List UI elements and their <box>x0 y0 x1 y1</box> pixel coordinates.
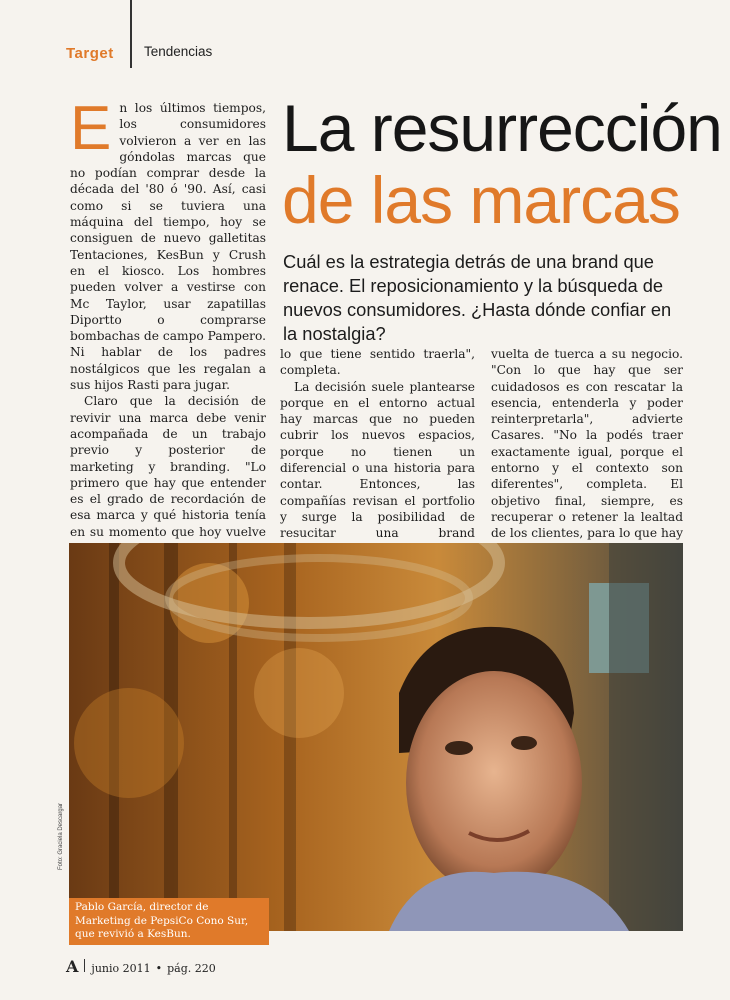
header-divider <box>130 0 132 68</box>
deck-subheadline: Cuál es la estrategia detrás de una brand que renace. El reposicionamiento y la búsqueda de nuevos consumidores. ¿Hasta dónde confiar en la nostalgia? <box>283 251 672 344</box>
body-paragraph: vuelta de tuerca a su negocio. "Con lo que hay que ser cuidadosos es con rescatar la esencia, entenderla y poder reinterpretarla", advierte Casares. "No la podés traer exactamente igual, porque el entorno y el contexto son diferentes", completa. El objetivo final, siempre, es recuperar o retener la lealtad de los clientes, para lo que hay <box>491 347 683 541</box>
body-paragraph: lo que tiene sentido traerla", completa. <box>280 347 475 378</box>
section-label: Target <box>66 44 114 62</box>
footer-bullet: • <box>155 962 163 975</box>
section-header <box>66 38 114 68</box>
headline-line-2: de las marcas <box>282 163 680 237</box>
photo-caption: Pablo García, director de Marketing de PepsiCo Cono Sur, que revivió a KesBun. <box>69 898 269 945</box>
body-paragraph: Claro que la decisión de revivir una marca debe venir acompañada de un trabajo previo y posterior de marketing y branding. "Lo primero que hay que entender es el grado de recordación de esa marca y qué historia tenía en su momento que hoy vuelve <box>70 394 266 539</box>
paragraph-text: n los últimos tiempos, los consumidores volvieron a ver en las góndolas marcas que no podían comprar desde la década del '80 ó '90. Así, casi como si se tuviera una máquina del tiempo, hoy se consiguen de nuevo galletitas Tentaciones, KesBun y Crush en el kiosco. Los hombres pueden volver a vestirse con Mc Taylor, usar zapatillas Diportto o comprarse bombachas de campo Pampero. Ni hablar de los padres nostálgicos que les regalan a sus hijos Rasti para jugar. <box>70 101 266 393</box>
body-paragraph: La decisión suele plantearse porque en el entorno actual hay marcas que no pueden cubrir los nuevos espacios, porque no tienen un diferencial o una historia para contar. Entonces, las compañías revisan el portfolio y surge la posibilidad de resucitar una brand <box>280 379 475 541</box>
footer-divider <box>84 959 85 972</box>
subsection-label: Tendencias <box>144 44 213 59</box>
portrait-photo <box>69 543 683 931</box>
headline-line-1: La resurrección <box>282 91 722 165</box>
photo-credit: Foto: Graciela Descargar <box>58 802 64 870</box>
dropcap: E <box>70 94 112 163</box>
page-number: pág. 220 <box>167 962 216 975</box>
issue-date: junio 2011 <box>91 962 151 975</box>
page-footer <box>66 957 216 976</box>
body-paragraph <box>70 94 266 393</box>
magazine-mark: A <box>66 957 79 976</box>
portrait-illustration <box>69 543 683 931</box>
